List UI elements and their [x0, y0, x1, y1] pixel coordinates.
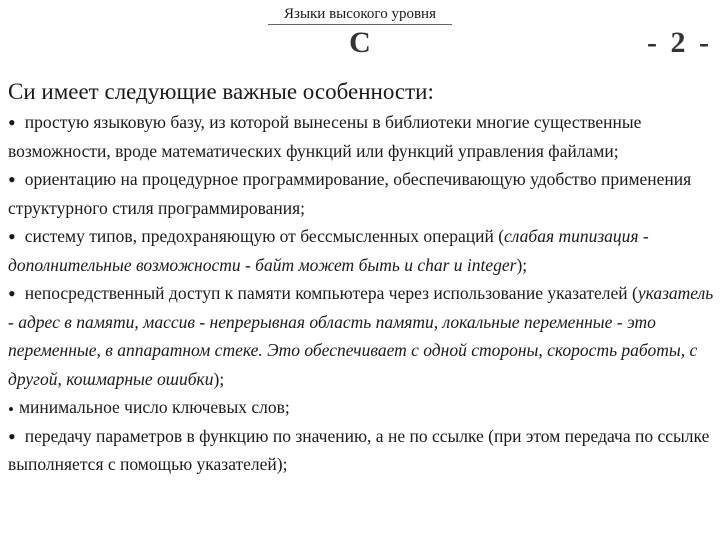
bullet-icon: •: [8, 110, 16, 135]
bullet-icon: •: [8, 400, 14, 419]
bullet-icon: •: [8, 224, 16, 249]
item-text: простую языковую базу, из которой вынесены в библиотеки многие существенные возможности, вроде математических функций или функций управления файлами;: [8, 112, 642, 161]
header-underline: [268, 24, 452, 25]
slide-subtitle: С: [349, 26, 371, 59]
slide-content: [8, 78, 714, 479]
bullet-list: [8, 108, 714, 479]
bullet-icon: •: [8, 167, 16, 192]
intro-text: Си имеет следующие важные особенности:: [8, 79, 434, 104]
list-item: [8, 222, 714, 279]
list-item: [8, 422, 714, 479]
bullet-icon: •: [8, 423, 16, 449]
item-text: ориентацию на процедурное программирование, обеспечивающую удобство применения структурного стиля программирования;: [8, 169, 692, 218]
italic-note: указатель - адрес в памяти, массив - непрерывная область памяти, локальные переменные - это переменные, в аппаратном стеке. Это обеспечивает с одной стороны, скорость работы, с другой, кошмарные ошибки: [8, 283, 714, 389]
list-item: [8, 393, 714, 422]
item-text: систему типов, предохраняющую от бессмысленных операций (: [24, 226, 505, 246]
item-text: минимальное число ключевых слов;: [18, 397, 290, 417]
italic-note: слабая типизация - дополнительные возможности - байт может быть и char и integer: [8, 226, 649, 275]
list-item: [8, 108, 714, 165]
item-text: передачу параметров в функцию по значению, а не по ссылке (при этом передача по ссылке выполняется с помощью указателей);: [8, 425, 710, 474]
list-item: [8, 279, 714, 393]
bullet-icon: •: [8, 281, 16, 306]
page-number: - 2 -: [647, 26, 712, 59]
header-title: Языки высокого уровня: [284, 6, 436, 22]
item-text: );: [516, 254, 528, 275]
item-text: );: [213, 368, 225, 389]
list-item: [8, 165, 714, 222]
item-text: непосредственный доступ к памяти компьютера через использование указателей (: [24, 283, 638, 303]
